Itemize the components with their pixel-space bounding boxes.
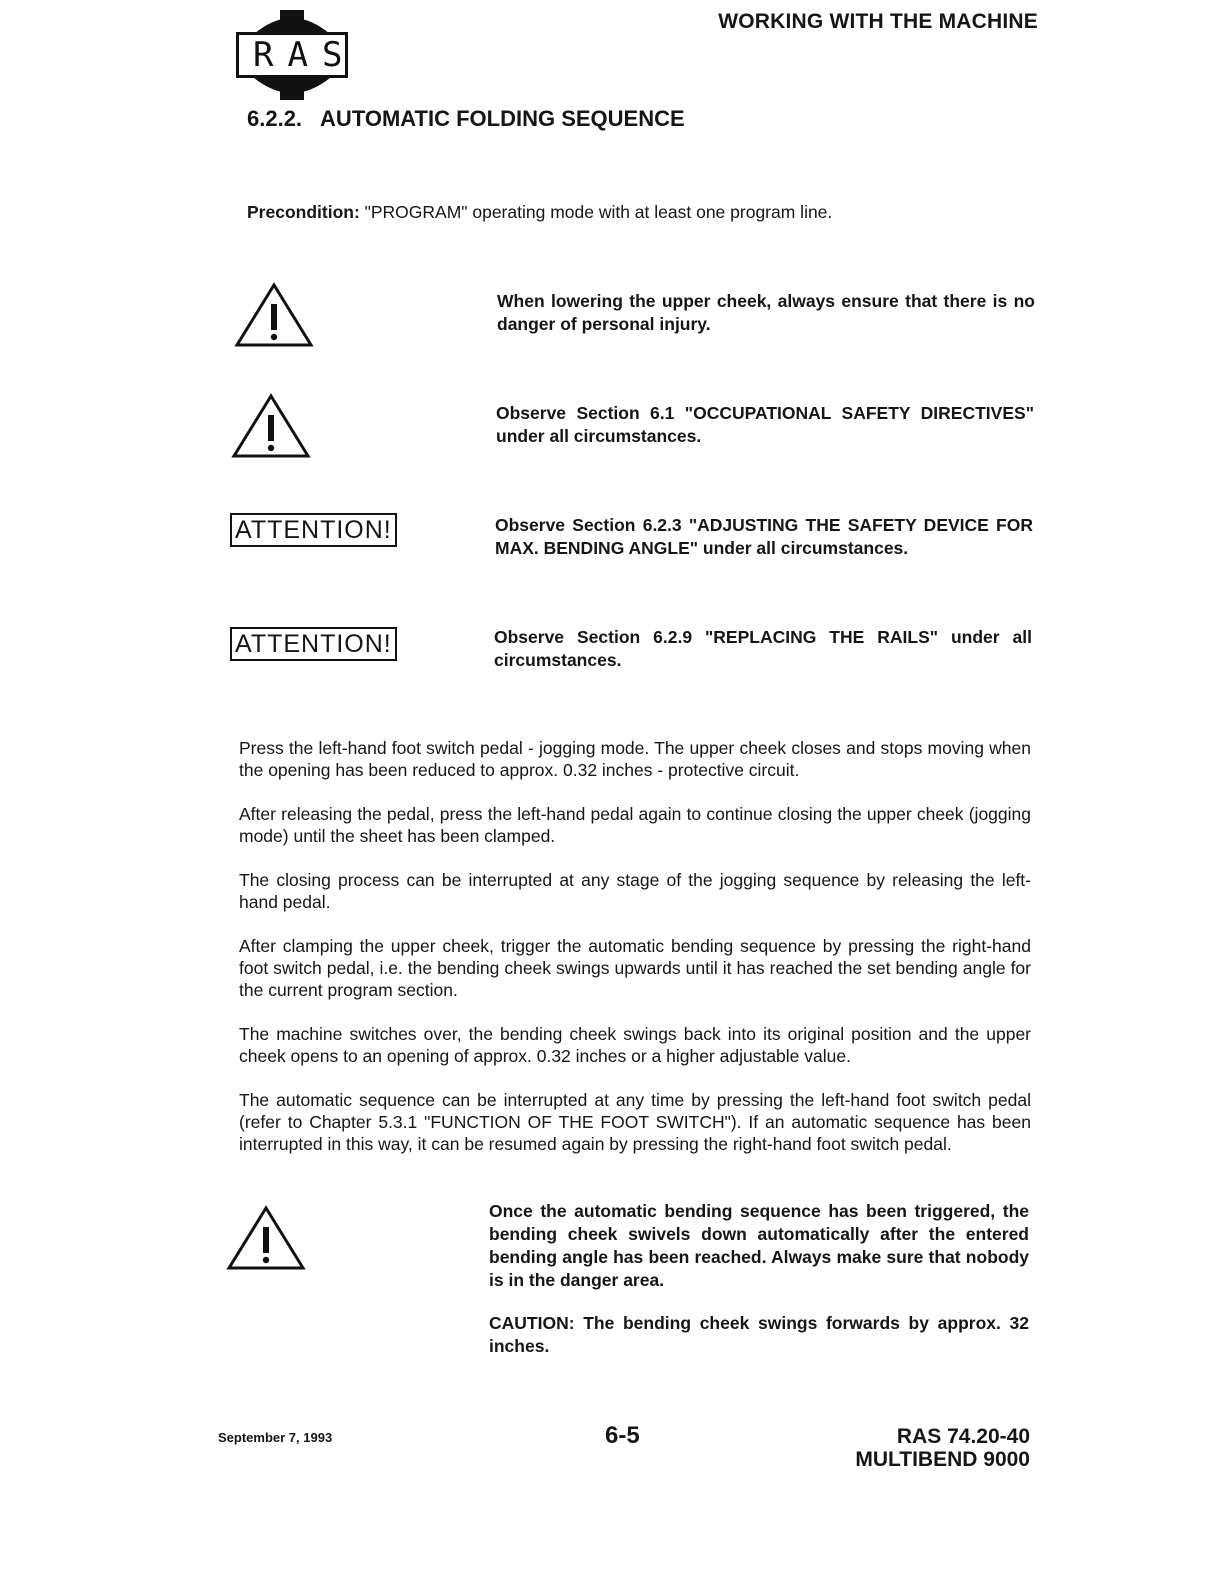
paragraph: Press the left-hand foot switch pedal - jogging mode. The upper cheek closes and stops moving when the opening has been reduced to approx. 0.32 inches - protective circuit. — [239, 738, 1031, 780]
paragraph: The closing process can be interrupted at any stage of the jogging sequence by releasing the left-hand pedal. — [239, 870, 1031, 912]
attention-label: ATTENTION! — [230, 513, 397, 547]
machine-model: MULTIBEND 9000 — [855, 1448, 1030, 1471]
notice-danger-area: Once the automatic bending sequence has been triggered, the bending cheek swivels down automatically after the entered bending angle has been reached. Always make sure that nobody is in the danger area. — [489, 1201, 1029, 1290]
paragraph: The machine switches over, the bending cheek swings back into its original position and the upper cheek opens to an opening of approx. 0.32 inches or a higher adjustable value. — [239, 1024, 1031, 1066]
notice-replacing-rails: Observe Section 6.2.9 "REPLACING THE RAILS" under all circumstances. — [494, 627, 1032, 670]
attention-label: ATTENTION! — [230, 627, 397, 661]
ras-logo — [232, 8, 357, 104]
document-id — [855, 1425, 1030, 1471]
warning-triangle-icon — [234, 282, 314, 352]
warning-triangle-icon — [226, 1205, 306, 1275]
notice-safety-device: Observe Section 6.2.3 "ADJUSTING THE SAFETY DEVICE FOR MAX. BENDING ANGLE" under all circumstances. — [495, 515, 1033, 558]
precondition-label: Precondition: — [247, 202, 360, 222]
section-title: AUTOMATIC FOLDING SEQUENCE — [320, 106, 685, 131]
warning-triangle-icon — [231, 393, 311, 463]
page-number: 6-5 — [605, 1422, 640, 1449]
precondition-text: "PROGRAM" operating mode with at least one program line. — [359, 202, 833, 222]
paragraph: The automatic sequence can be interrupted at any time by pressing the left-hand foot switch pedal (refer to Chapter 5.3.1 "FUNCTION OF THE FOOT SWITCH"). If an automatic sequence has been interrupted in this way, it can be resumed again by pressing the right-hand foot switch pedal. — [239, 1090, 1031, 1154]
notice-safety-directives: Observe Section 6.1 "OCCUPATIONAL SAFETY DIRECTIVES" under all circumstances. — [496, 403, 1034, 446]
doc-number: RAS 74.20-40 — [896, 1425, 1030, 1448]
paragraph: After clamping the upper cheek, trigger the automatic bending sequence by pressing the right-hand foot switch pedal, i.e. the bending cheek swings upwards until it has reached the set bending angle for the current program section. — [239, 936, 1031, 1000]
paragraph: After releasing the pedal, press the left-hand pedal again to continue closing the upper cheek (jogging mode) until the sheet has been clamped. — [239, 804, 1031, 846]
footer-date: September 7, 1993 — [218, 1430, 333, 1445]
logo-text: RAS — [253, 35, 357, 75]
notice-personal-injury: When lowering the upper cheek, always ensure that there is no danger of personal injury. — [497, 291, 1035, 334]
caution-note: CAUTION: The bending cheek swings forwards by approx. 32 inches. — [489, 1313, 1029, 1356]
section-number: 6.2.2. — [247, 106, 303, 131]
chapter-title: WORKING WITH THE MACHINE — [718, 10, 1038, 33]
logo-lettering — [236, 32, 357, 78]
section-heading — [247, 106, 685, 132]
precondition — [247, 202, 832, 223]
